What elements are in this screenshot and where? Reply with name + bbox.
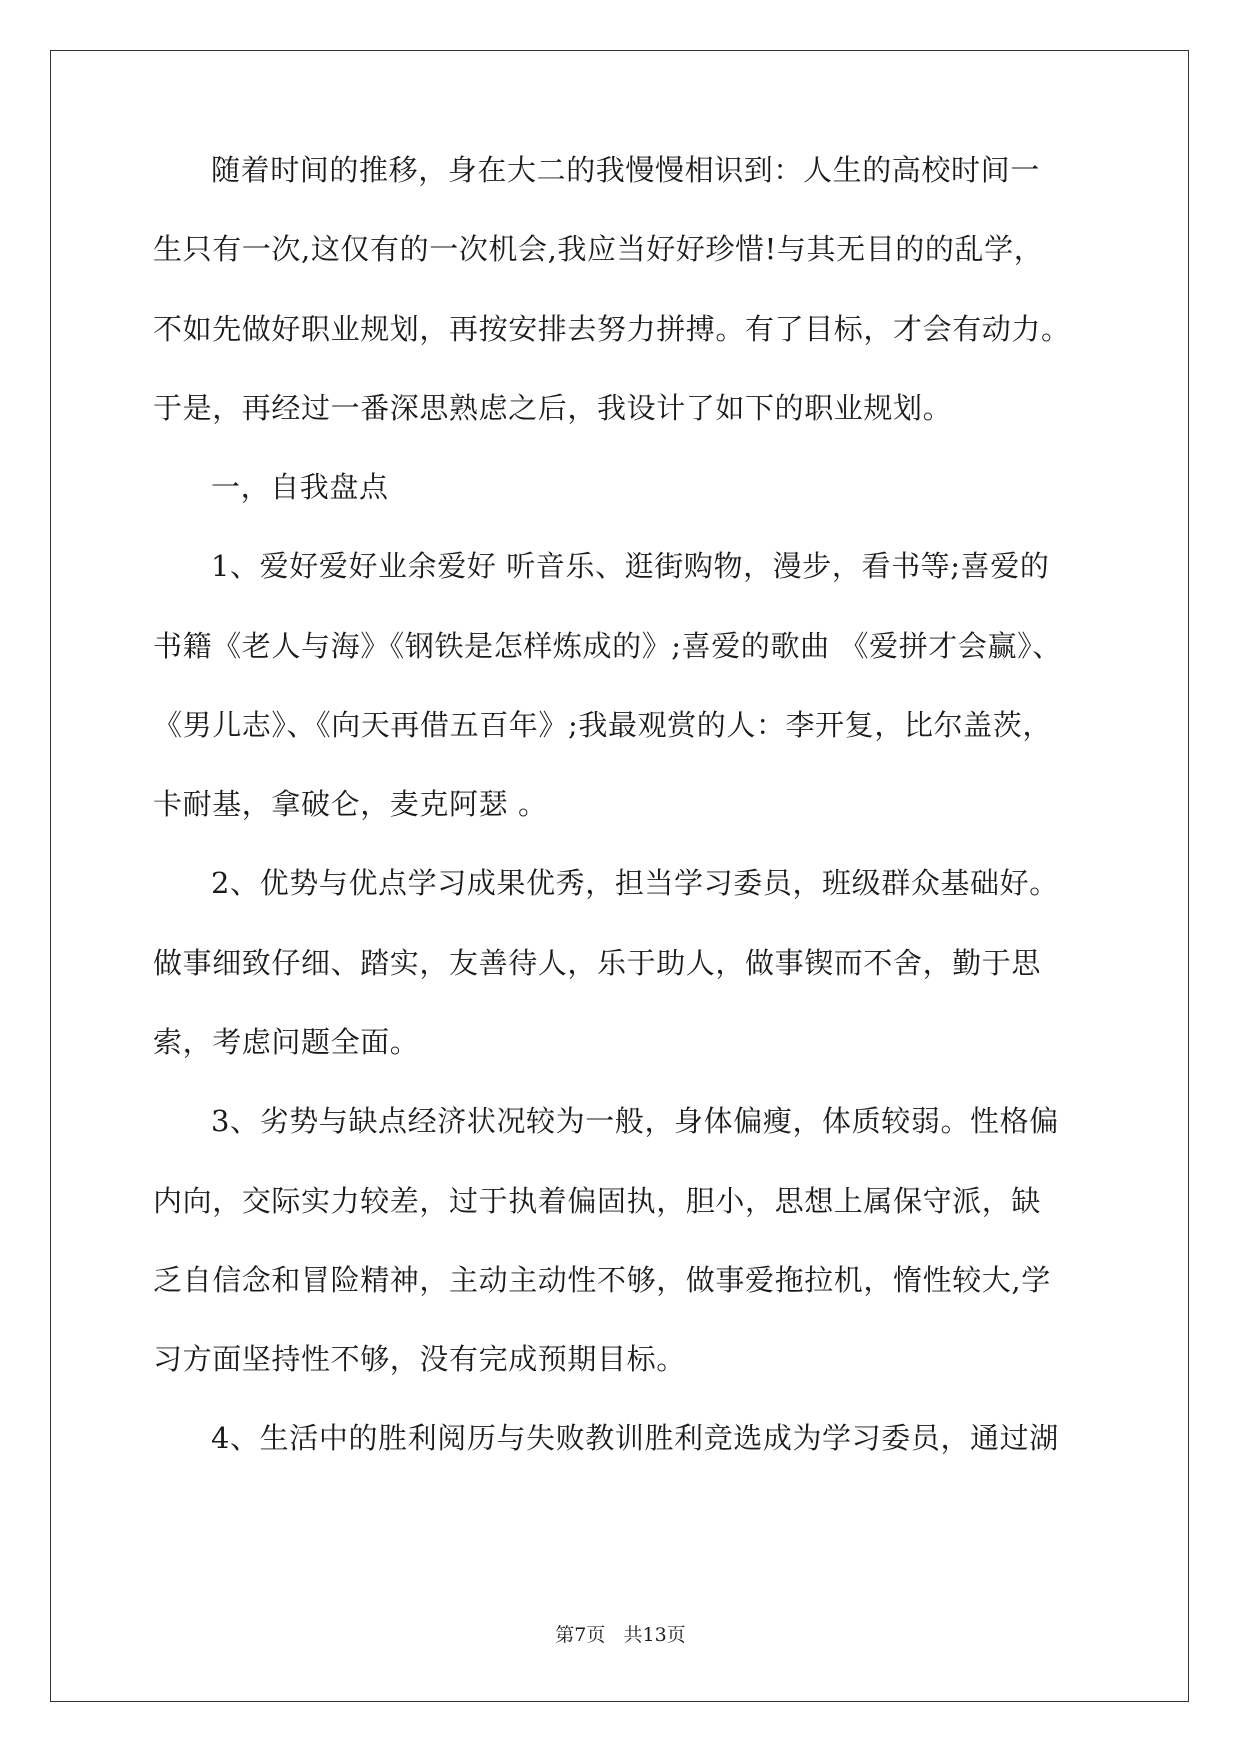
text-line: 随着时间的推移，身在大二的我慢慢相识到：人生的高校时间一 [211,153,1040,187]
text-line: 做事细致仔细、踏实，友善待人，乐于助人，做事锲而不舍，勤于思 [153,946,1042,980]
text-line: 不如先做好职业规划，再按安排去努力拼搏。有了目标，才会有动力。 [153,312,1071,346]
text-line: 乏自信念和冒险精神，主动主动性不够，做事爱拖拉机，惰性较大,学 [153,1263,1051,1297]
text-line: 于是，再经过一番深思熟虑之后，我设计了如下的职业规划。 [153,391,953,425]
text-line: 1、爱好爱好业余爱好 听音乐、逛街购物，漫步，看书等;喜爱的 [211,549,1050,583]
text-line: 卡耐基，拿破仑，麦克阿瑟 。 [153,787,548,821]
text-line: 索，考虑问题全面。 [153,1025,420,1059]
text-line: 内向，交际实力较差，过于执着偏固执，胆小，思想上属保守派，缺 [153,1184,1042,1218]
text-line: 3、劣势与缺点经济状况较为一般，身体偏瘦，体质较弱。性格偏 [211,1104,1059,1138]
text-line: 《男儿志》、《向天再借五百年》;我最观赏的人：李开复，比尔盖茨， [153,708,1052,742]
text-line: 习方面坚持性不够，没有完成预期目标。 [153,1342,686,1376]
text-line: 书籍《老人与海》《钢铁是怎样炼成的》;喜爱的歌曲 《爱拼才会赢》、 [153,629,1062,663]
text-line: 2、优势与优点学习成果优秀，担当学习委员，班级群众基础好。 [211,866,1059,900]
page-number-footer: 第7页 共13页 [555,1624,686,1646]
section-heading: 一，自我盘点 [211,470,389,504]
text-line: 4、生活中的胜利阅历与失败教训胜利竞选成为学习委员，通过湖 [211,1421,1059,1455]
text-line: 生只有一次,这仅有的一次机会,我应当好好珍惜!与其无目的的乱学， [153,232,1044,266]
